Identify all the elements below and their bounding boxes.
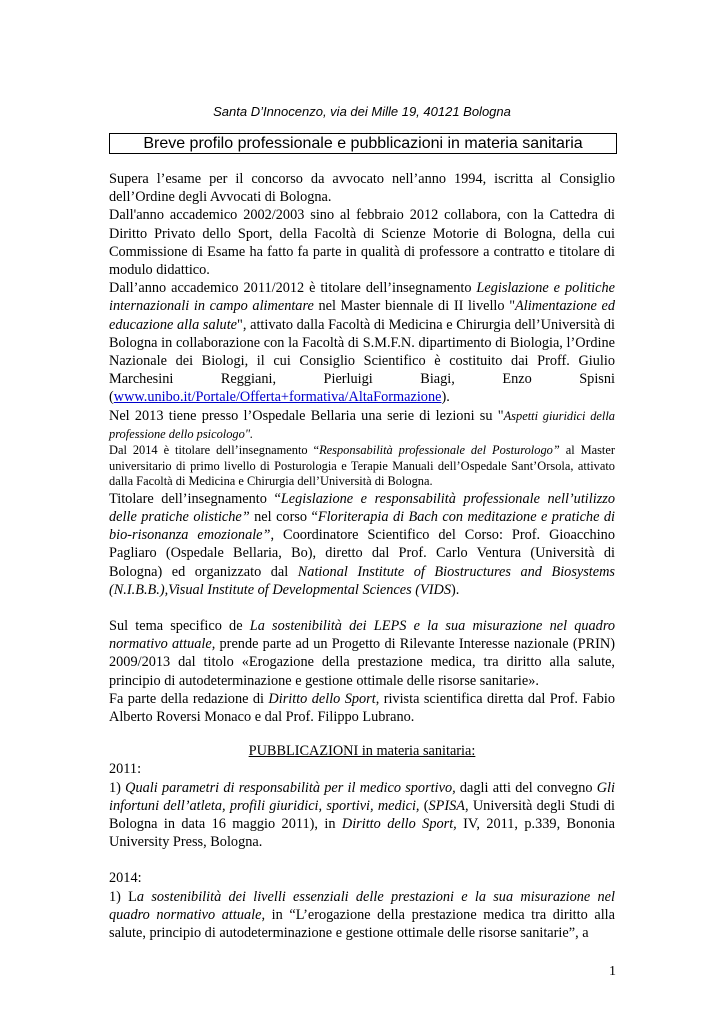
unibo-link[interactable]: www.unibo.it/Portale/Offerta+formativa/AltaFormazione bbox=[113, 389, 442, 406]
paragraph-bellaria-lessons: Nel 2013 tiene presso l’Ospedale Bellaria una serie di lezioni su "Aspetti giuridici della professione dello psicologo". bbox=[109, 407, 616, 441]
paragraph-master-food: Dall’anno accademico 2011/2012 è titolare dell’insegnamento Legislazione e politiche internazionali in campo alimentare nel Master biennale di II livello "Alimentazione ed educazione alla salute", attivato dalla Facoltà di Medicina e Chirurgia dell’Università di Bologna in collaborazione con la Facoltà di S.M.F.N. dipartimento di Biologia, l’Ordine Nazionale dei Biologi, il cui Consiglio Scientifico è costituito dai Proff. Giulio Marchesini Reggiani, Pierluigi Biagi, Enzo Spisni (www.unibo.it/Portale/Offerta+formativa/AltaFormazione). bbox=[109, 280, 615, 406]
spacer bbox=[109, 599, 615, 617]
spacer bbox=[109, 726, 615, 742]
paragraph-posturologo: Dal 2014 è titolare dell’insegnamento “Responsabilità professionale del Posturologo” al Master universitario di primo livello di Posturologia e Terapie Manuali dell’Ospedale Sant’Orsola, attivato dalla Facoltà di Medicina e Chirurgia dell’Università di Bologna. bbox=[109, 443, 615, 489]
author-address: Santa D’Innocenzo, via dei Mille 19, 40121 Bologna bbox=[213, 104, 511, 119]
publication-year-2014: 2014: bbox=[109, 870, 142, 887]
paragraph-editorial: Fa parte della redazione di Diritto dello Sport, rivista scientifica diretta dal Prof. Fabio Alberto Roversi Monaco e dal Prof. Filippo Lubrano. bbox=[109, 690, 615, 726]
page-number: 1 bbox=[609, 964, 616, 979]
publications-heading: PUBBLICAZIONI in materia sanitaria: bbox=[248, 743, 476, 760]
paragraph-bar-exam: Supera l’esame per il concorso da avvocato nell’anno 1994, iscritta al Consiglio dell’Ordine degli Avvocati di Bologna. bbox=[109, 171, 615, 206]
paragraph-prin-project: Sul tema specifico de La sostenibilità dei LEPS e la sua misurazione nel quadro normativo attuale, prende parte ad un Progetto di Rilevante Interesse nazionale (PRIN) 2009/2013 dal titolo «Erogazione della prestazione medica, tra diritto alla salute, principio di autodeterminazione e gestione ottimale delle risorse sanitarie». bbox=[109, 618, 616, 689]
publication-item-2014: 1) La sostenibilità dei livelli essenziali delle prestazioni e la sua misurazione nel quadro normativo attuale, in “L’erogazione della prestazione medica tra diritto alla salute, principio di autodeterminazione e gestione ottimale delle risorse sanitarie”, a bbox=[109, 888, 615, 942]
document-title: Breve profilo professionale e pubblicazioni in materia sanitaria bbox=[109, 133, 617, 154]
paragraph-olistiche: Titolare dell’insegnamento “Legislazione e responsabilità professionale nell’utilizzo delle pratiche olistiche” nel corso “Floriterapia di Bach con meditazione e pratiche di bio-risonanza emozionale”, Coordinatore Scientifico del Corso: Prof. Gioacchino Pagliaro (Ospedale Bellaria, Bo), diretto dal Prof. Carlo Ventura (Università di Bologna) ed organizzato dal National Institute of Biostructures and Biosystems (N.I.B.B.),Visual Institute of Developmental Sciences (VIDS). bbox=[109, 490, 615, 598]
document-body bbox=[109, 170, 615, 942]
publication-year-2011: 2011: bbox=[109, 761, 142, 778]
publication-item-2011: 1) Quali parametri di responsabilità per il medico sportivo, dagli atti del convegno Gli infortuni dell’atleta, profili giuridici, sportivi, medici, (SPISA, Università degli Studi di Bologna in data 16 maggio 2011), in Diritto dello Sport, IV, 2011, p.339, Bononia University Press, Bologna. bbox=[109, 779, 616, 851]
spacer bbox=[109, 851, 615, 869]
paragraph-sports-law: Dall'anno accademico 2002/2003 sino al febbraio 2012 collabora, con la Cattedra di Diritto Privato dello Sport, della Facoltà di Scienze Motorie di Bologna, della cui Commissione di Esame ha fatto fa parte in qualità di professore a contratto e titolare di modulo didattico. bbox=[109, 207, 615, 279]
